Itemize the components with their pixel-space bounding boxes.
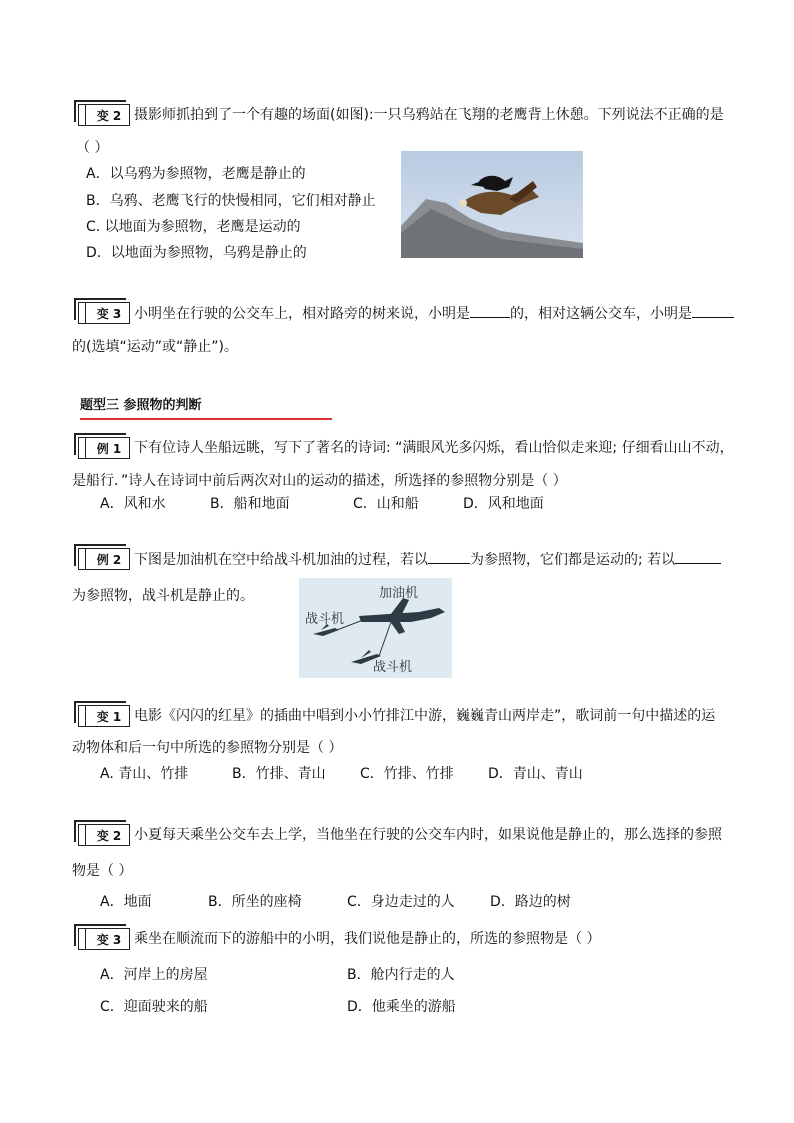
option-a: A．以乌鸦为参照物，老鹰是静止的 — [86, 166, 306, 182]
answer-blank[interactable] — [470, 303, 510, 318]
fighter-plane-shape — [313, 628, 339, 636]
question-tag: 例 1 — [78, 437, 130, 459]
answer-blank[interactable] — [692, 303, 734, 318]
section-heading: 题型三 参照物的判断 — [80, 396, 332, 420]
question-text: 小夏每天乘坐公交车去上学，当他坐在行驶的公交车内时，如果说他是静止的，那么选择的参照 — [134, 827, 722, 843]
option-d: D．路边的树 — [490, 894, 571, 910]
crow-eagle-photo — [401, 151, 583, 258]
question-text: 下图是加油机在空中给战斗机加油的过程，若以 为参照物，它们都是运动的; 若以 — [134, 549, 721, 570]
question-text: 下有位诗人坐船远眺，写下了著名的诗词: “满眼风光多闪烁，看山恰似走来迎; 仔细看山山不动， — [134, 440, 734, 456]
option-d: D．他乘坐的游船 — [347, 999, 456, 1015]
option-d: D．风和地面 — [463, 496, 544, 512]
refueling-figure — [299, 578, 452, 678]
option-b: B．所坐的座椅 — [208, 894, 302, 910]
question-text: 物是（ ） — [72, 863, 133, 879]
question-text: 小明坐在行驶的公交车上，相对路旁的树来说，小明是 的，相对这辆公交车，小明是 — [134, 303, 734, 324]
option-c: C. 以地面为参照物，老鹰是运动的 — [86, 219, 301, 235]
option-b: B．乌鸦、老鹰飞行的快慢相同，它们相对静止 — [86, 193, 376, 209]
tanker-label: 加油机 — [379, 586, 419, 601]
question-text: 的(选填“运动”或“静止”)。 — [72, 339, 238, 355]
question-tag: 变 3 — [78, 302, 130, 324]
option-a: A. 青山、竹排 — [100, 766, 189, 782]
option-a: A．地面 — [100, 894, 152, 910]
option-a: A．河岸上的房屋 — [100, 967, 208, 983]
question-text: （ ） — [76, 140, 109, 156]
question-tag: 变 2 — [78, 824, 130, 846]
answer-blank[interactable] — [428, 549, 470, 564]
option-c: C．山和船 — [353, 496, 419, 512]
question-text: 摄影师抓拍到了一个有趣的场面(如图):一只乌鸦站在飞翔的老鹰背上休憩。下列说法不正确的是 — [134, 107, 724, 123]
option-c: C．迎面驶来的船 — [100, 999, 208, 1015]
question-tag: 变 1 — [78, 705, 130, 727]
option-d: D．青山、青山 — [488, 766, 583, 782]
option-a: A．风和水 — [100, 496, 166, 512]
question-text: 动物体和后一句中所选的参照物分别是（ ） — [72, 740, 343, 756]
question-text: 乘坐在顺流而下的游船中的小明，我们说他是静止的，所选的参照物是（ ） — [134, 931, 601, 947]
question-tag: 例 2 — [78, 548, 130, 570]
option-c: C．竹排、竹排 — [360, 766, 454, 782]
fighter-label: 战斗机 — [305, 612, 345, 627]
question-tag: 变 3 — [78, 928, 130, 950]
option-b: B．船和地面 — [210, 496, 290, 512]
question-text: 电影《闪闪的红星》的插曲中唱到小小竹排江中游，巍巍青山两岸走”，歌词前一句中描述的运 — [134, 708, 716, 724]
question-text: 是船行．”诗人在诗词中前后两次对山的运动的描述，所选择的参照物分别是（ ） — [72, 473, 567, 489]
option-b: B．竹排、青山 — [232, 766, 326, 782]
question-text: 为参照物，战斗机是静止的。 — [72, 588, 254, 604]
answer-blank[interactable] — [675, 549, 721, 564]
option-c: C．身边走过的人 — [347, 894, 455, 910]
option-d: D．以地面为参照物，乌鸦是静止的 — [86, 245, 307, 261]
option-b: B．舱内行走的人 — [347, 967, 455, 983]
question-tag: 变 2 — [78, 104, 130, 126]
fighter-label: 战斗机 — [373, 660, 413, 675]
